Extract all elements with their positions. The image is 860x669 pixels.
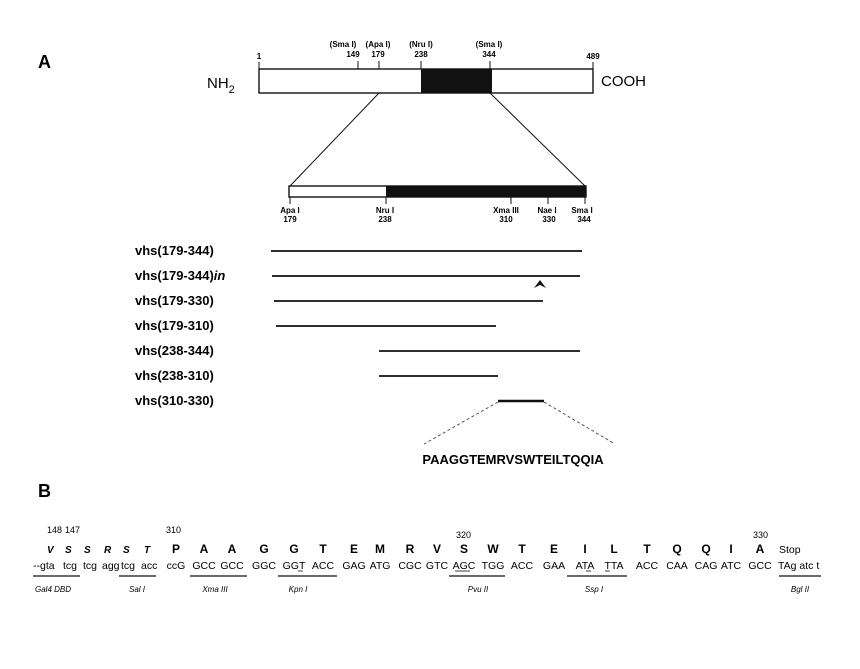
amino-acid: S: [65, 545, 72, 556]
amino-acid: A: [199, 542, 209, 556]
detail-site-marker: [537, 197, 556, 224]
site-name: Sma I: [571, 206, 593, 215]
site-name: Nru I: [375, 206, 395, 215]
site-position: 179: [283, 215, 297, 224]
residue-number: 310: [166, 525, 182, 535]
expansion-line-right: [544, 402, 615, 444]
expansion-line-left: [424, 402, 498, 444]
codon: acc: [141, 560, 158, 572]
amino-acid: I: [729, 542, 733, 556]
site-position: 344: [577, 215, 591, 224]
construct-row: [135, 243, 582, 258]
codon: CAA: [666, 560, 688, 572]
amino-acid: T: [643, 542, 651, 556]
site-marker: [476, 40, 503, 69]
site-name: Nae I: [537, 206, 557, 215]
codon: GGC: [252, 560, 276, 572]
amino-acid: G: [259, 542, 269, 556]
codon: GCC: [220, 560, 244, 572]
codon: ATG: [369, 560, 391, 572]
residue-number: 330: [753, 530, 769, 540]
restriction-site-annotation: [33, 576, 80, 594]
amino-acid: T: [319, 542, 327, 556]
zoom-line-right: [490, 93, 585, 186]
site-position: 310: [499, 215, 513, 224]
peptide-sequence: PAAGGTEMRVSWTEILTQQIA: [422, 452, 604, 467]
restriction-site-annotation: [567, 576, 627, 594]
codon: CAG: [694, 560, 718, 572]
codon: TTA: [604, 560, 624, 572]
codon: GCC: [192, 560, 216, 572]
residue-number: 320: [456, 530, 472, 540]
codon: tcg: [63, 560, 78, 572]
site-marker: [409, 40, 433, 69]
site-position: 238: [378, 215, 392, 224]
amino-acid: A: [755, 542, 765, 556]
site-name: (Sma I): [475, 40, 503, 49]
site-name: Xma III: [493, 206, 519, 215]
amino-acid: R: [405, 542, 415, 556]
site-position: 149: [346, 50, 360, 59]
construct-row: [135, 293, 543, 308]
amino-acid: R: [104, 545, 112, 556]
detail-site-marker: [571, 197, 592, 224]
codon: --gta: [33, 560, 55, 572]
amino-acid: A: [227, 542, 237, 556]
amino-acid: V: [47, 545, 54, 556]
codon: AGC: [452, 560, 476, 572]
zoom-line-left: [290, 93, 379, 186]
panel-b-label: B: [38, 481, 51, 501]
residue-start-label: 1: [256, 52, 262, 61]
site-name: (Apa I): [365, 40, 391, 49]
detail-site-marker: [376, 197, 394, 224]
codon: ATC: [720, 560, 742, 572]
detail-core-region: [386, 186, 586, 197]
construct-row: [135, 318, 496, 333]
amino-acid: E: [349, 542, 359, 556]
amino-acid: M: [375, 542, 385, 556]
amino-acid: I: [583, 542, 587, 556]
detail-site-marker: [493, 197, 519, 224]
protein-core-region: [421, 69, 492, 93]
codon: agg: [102, 560, 120, 572]
panel-a-label: A: [38, 52, 51, 72]
site-position: 330: [542, 215, 556, 224]
amino-acid: T: [144, 545, 151, 556]
site-name: Apa I: [280, 206, 300, 215]
site-marker: [366, 40, 391, 69]
construct-row: [135, 368, 498, 383]
codon: GTC: [425, 560, 449, 572]
amino-acid: S: [123, 545, 130, 556]
codon: ACC: [311, 560, 335, 572]
codon: ATA: [575, 560, 595, 572]
construct-label: vhs(179-344)in: [135, 268, 226, 283]
construct-label: vhs(310-330): [135, 393, 214, 408]
amino-acid: L: [610, 542, 618, 556]
nh2-terminus-label: $NH_2$: [207, 75, 235, 96]
site-label: Pvu II: [467, 585, 489, 594]
codon: ACC: [510, 560, 534, 572]
amino-acid: V: [432, 542, 442, 556]
amino-acid: T: [518, 542, 526, 556]
site-marker: [330, 40, 361, 69]
site-position: 344: [482, 50, 496, 59]
codon: tcg: [121, 560, 136, 572]
site-label: Bgl II: [790, 585, 810, 594]
construct-label: vhs(179-344): [135, 243, 214, 258]
codon: TAg atc t: [778, 560, 820, 572]
amino-acid: E: [549, 542, 559, 556]
site-position: 179: [371, 50, 385, 59]
amino-acid: W: [487, 542, 499, 556]
codon: ACC: [635, 560, 659, 572]
site-name: (Nru I): [409, 40, 433, 49]
site-label: Kpn I: [288, 585, 308, 594]
site-label: Xma III: [202, 585, 228, 594]
amino-acid-row: [47, 542, 801, 556]
construct-row: [135, 393, 544, 408]
construct-label: vhs(179-330): [135, 293, 214, 308]
codon: GGT: [282, 560, 306, 572]
codon: GCC: [748, 560, 772, 572]
codon: GAA: [542, 560, 566, 572]
detail-site-marker: [280, 197, 300, 224]
residue-end-label: 489: [586, 52, 600, 61]
codon: TGG: [481, 560, 505, 572]
nucleotide-row: [33, 560, 819, 572]
amino-acid: P: [171, 542, 181, 556]
insertion-arrowhead-icon: [534, 280, 546, 288]
amino-acid: Q: [672, 542, 682, 556]
site-label: Sal I: [128, 585, 146, 594]
site-position: 238: [414, 50, 428, 59]
construct-label: vhs(179-310): [135, 318, 214, 333]
construct-row: [135, 343, 580, 358]
stop-label: Stop: [779, 544, 801, 556]
codon: ccG: [166, 560, 186, 572]
amino-acid: S: [84, 545, 91, 556]
codon: tcg: [83, 560, 98, 572]
construct-label: vhs(238-344): [135, 343, 214, 358]
restriction-site-annotation: [449, 576, 505, 594]
amino-acid: S: [459, 542, 469, 556]
restriction-site-annotation: [190, 576, 247, 594]
site-name: (Sma I): [329, 40, 357, 49]
codon: CGC: [398, 560, 422, 572]
amino-acid: G: [289, 542, 299, 556]
construct-label: vhs(238-310): [135, 368, 214, 383]
residue-number: 148: [47, 525, 63, 535]
restriction-site-annotation: [119, 576, 156, 594]
construct-row: [135, 268, 580, 288]
amino-acid: Q: [701, 542, 711, 556]
site-label: Ssp I: [584, 585, 604, 594]
restriction-site-annotation: [779, 576, 821, 594]
site-label: Gal4 DBD: [35, 585, 72, 594]
residue-number: 147: [65, 525, 81, 535]
codon: GAG: [342, 560, 366, 572]
restriction-site-annotation: [278, 576, 337, 594]
cooh-terminus-label: COOH: [601, 73, 646, 90]
